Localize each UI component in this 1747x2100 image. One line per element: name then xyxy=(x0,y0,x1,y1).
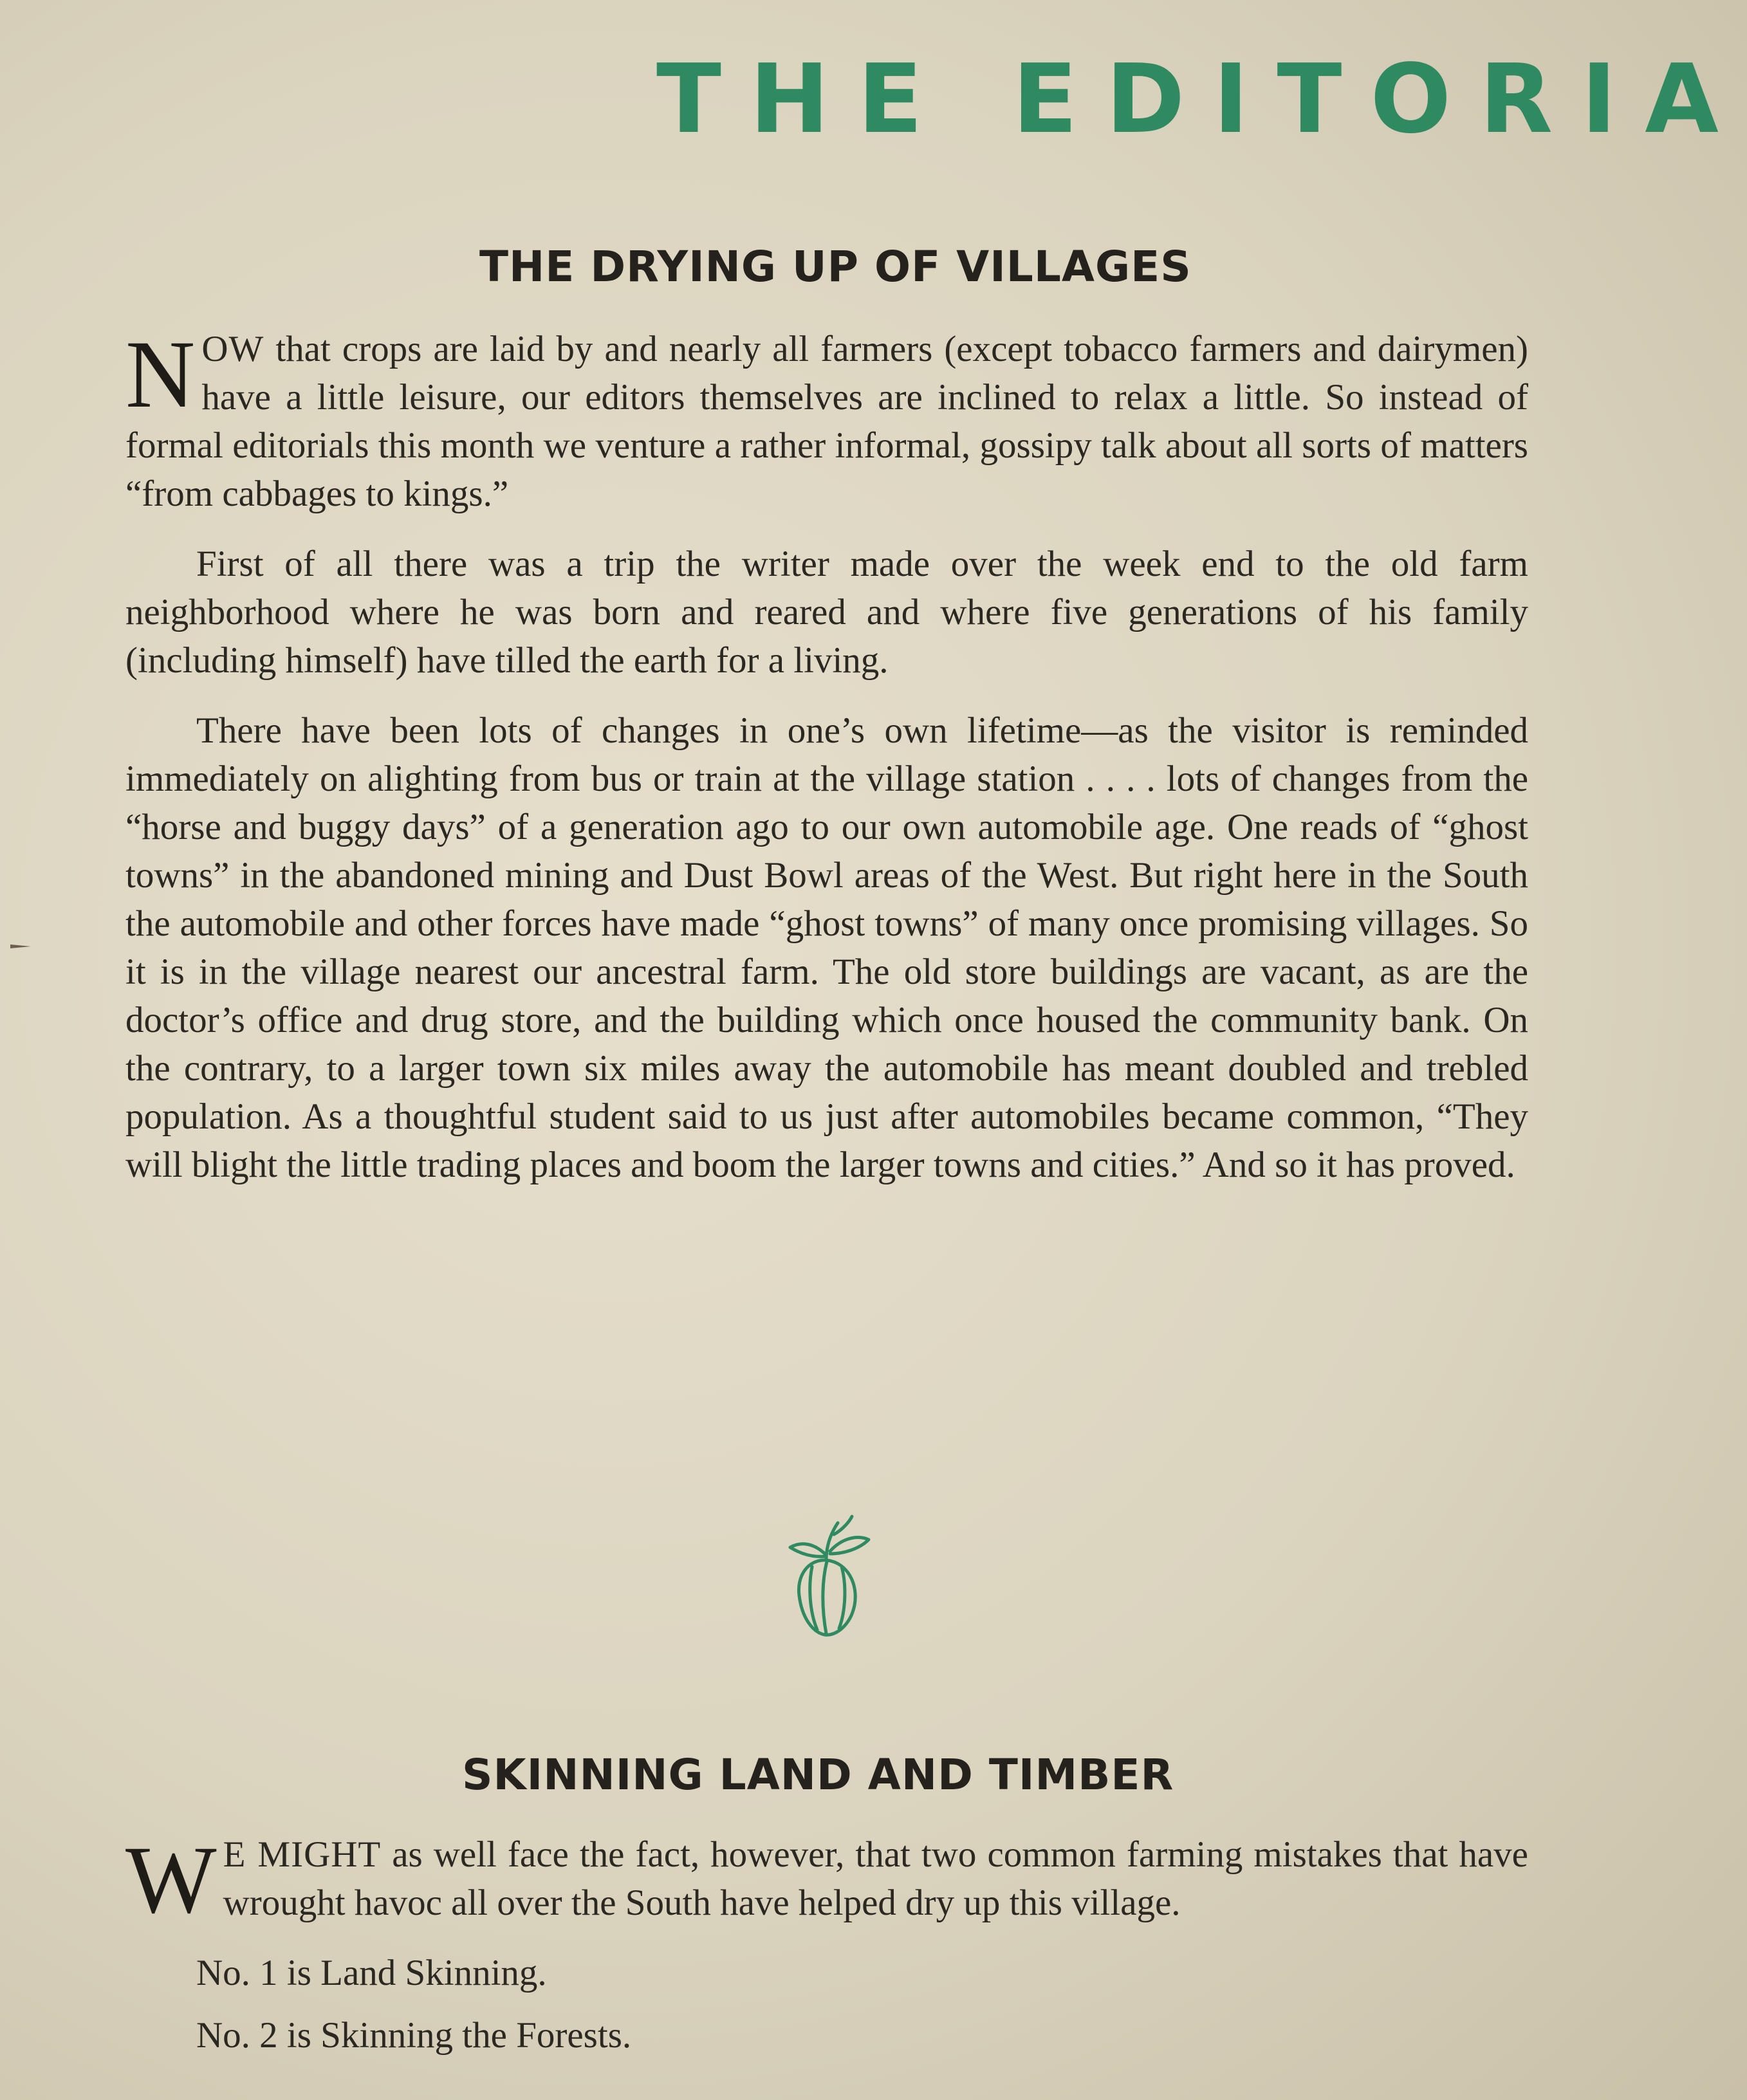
section-title-drying-up-of-villages: THE DRYING UP OF VILLAGES xyxy=(479,242,1192,291)
list-item-2: No. 2 is Skinning the Forests. xyxy=(196,2015,632,2056)
lead-smallcaps: OW xyxy=(201,329,264,369)
article-drying-up-of-villages xyxy=(125,321,1528,1211)
drop-cap: W xyxy=(125,1827,217,1933)
article-skinning-land-and-timber xyxy=(125,1827,1528,2074)
masthead-title: THE EDITORIA xyxy=(656,44,1747,154)
pepper-sprig-icon xyxy=(772,1515,882,1644)
paragraph-3: There have been lots of changes in one’s own lifetime—as the visitor is reminded immediately on alighting from bus or train at the village station . . . . lots of changes from the “horse and buggy days” of a generation ago to our own automobile age. One reads of “ghost towns” in the abandoned mining and Dust Bowl areas of the West. But right here in the South the automobile and other forces have made “ghost towns” of many once promising villages. So it is in the village nearest our ancestral farm. The old store buildings are vacant, as are the doctor’s office and drug store, and the building which once housed the community bank. On the contrary, to a larger town six miles away the automobile has meant doubled and trebled population. As a thoughtful student said to us just after automobiles became common, “They will blight the little trading places and boom the larger towns and cities.” And so it has proved. xyxy=(125,710,1528,1185)
paragraph-2: First of all there was a trip the writer made over the week end to the old farm neighborhood where he was born and reared and where five generations of his family (including himself) have tilled the earth for a living. xyxy=(125,544,1528,681)
lead-smallcaps: E MIGHT xyxy=(223,1834,382,1875)
lead-paragraph xyxy=(125,1827,1528,1933)
margin-mark-icon xyxy=(9,941,35,950)
lead-text: that crops are laid by and nearly all farmers (except tobacco farmers and dairymen) have a little leisure, our editors themselves are inclined to relax a little. So instead of formal editorials this month we venture a rather informal, gossipy talk about all sorts of matters “from cabbages to kings.” xyxy=(125,329,1528,514)
drop-cap: N xyxy=(125,321,196,428)
list-item-1: No. 1 is Land Skinning. xyxy=(196,1953,547,1993)
section-title-skinning-land-and-timber: SKINNING LAND AND TIMBER xyxy=(462,1750,1174,1800)
lead-paragraph xyxy=(125,321,1528,518)
lead-text: as well face the fact, however, that two common farming mistakes that have wrought havoc all over the South have helped dry up this village. xyxy=(223,1834,1528,1923)
